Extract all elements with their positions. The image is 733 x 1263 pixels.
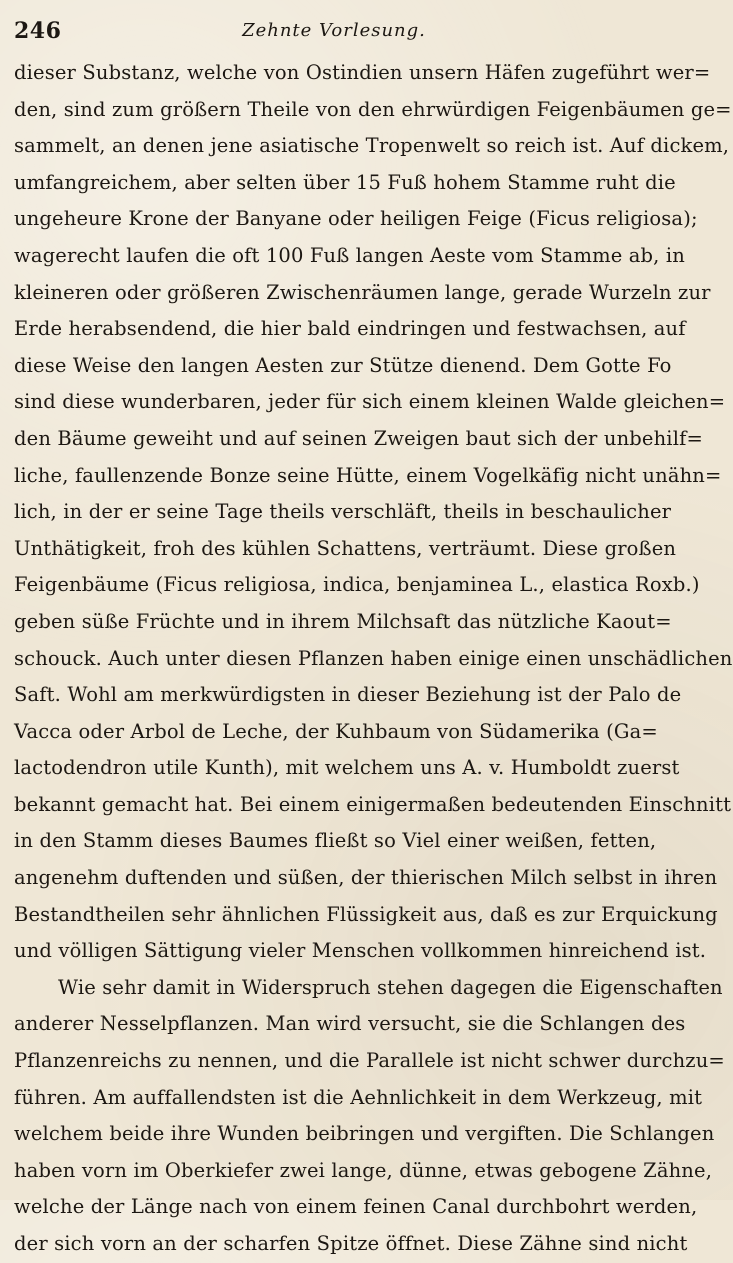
text-line: Feigenbäume (Ficus religiosa, indica, benjaminea L., elastica Roxb.) [14,573,700,597]
text-line: ungeheure Krone der Banyane oder heiligen Feige (Ficus religiosa); [14,207,698,231]
text-line: Saft. Wohl am merkwürdigsten in dieser Beziehung ist der Palo de [14,683,682,707]
running-title: Zehnte Vorlesung. [242,20,426,41]
text-line: lich, in der er seine Tage theils verschläft, theils in beschaulicher [14,500,672,524]
text-line: führen. Am auffallendsten ist die Aehnlichkeit in dem Werkzeug, mit [14,1085,703,1109]
text-line: Unthätigkeit, froh des kühlen Schattens, verträumt. Diese großen [14,536,677,560]
text-line: schouck. Auch unter diesen Pflanzen haben einige einen unschädlichen [14,646,733,670]
text-line: sammelt, an denen jene asiatische Tropenwelt so reich ist. Auf dickem, [14,134,730,158]
page-number: 246 [14,18,62,44]
text-line: Bestandtheilen sehr ähnlichen Flüssigkeit aus, daß es zur Erquickung [14,902,718,926]
text-line: welche der Länge nach von einem feinen Canal durchbohrt werden, [14,1195,698,1219]
text-line: umfangreichem, aber selten über 15 Fuß hohem Stamme ruht die [14,170,676,194]
text-line: Vacca oder Arbol de Leche, der Kuhbaum von Südamerika (Ga= [14,719,658,743]
text-line: wagerecht laufen die oft 100 Fuß langen Aeste vom Stamme ab, in [14,243,685,267]
text-line: kleineren oder größeren Zwischenräumen lange, gerade Wurzeln zur [14,280,711,304]
body-text [14,55,733,1263]
text-line: Erde herabsendend, die hier bald eindringen und festwachsen, auf [14,317,686,341]
text-line: lactodendron utile Kunth), mit welchem uns A. v. Humboldt zuerst [14,756,680,780]
text-line: diese Weise den langen Aesten zur Stütze dienend. Dem Gotte Fo [14,353,672,377]
text-line: den Bäume geweiht und auf seinen Zweigen baut sich der unbehilf= [14,426,703,450]
text-line: der sich vorn an der scharfen Spitze öffnet. Diese Zähne sind nicht [14,1232,688,1255]
text-line: welchem beide ihre Wunden beibringen und vergiften. Die Schlangen [14,1122,715,1146]
text-line: haben vorn im Oberkiefer zwei lange, dünne, etwas gebogene Zähne, [14,1158,713,1182]
text-line: liche, faullenzende Bonze seine Hütte, einem Vogelkäfig nicht unähn= [14,463,722,487]
text-line: bekannt gemacht hat. Bei einem einigermaßen bedeutenden Einschnitt [14,792,732,816]
text-line: den, sind zum größern Theile von den ehrwürdigen Feigenbäumen ge= [14,97,732,121]
text-line: sind diese wunderbaren, jeder für sich einem kleinen Walde gleichen= [14,390,726,414]
running-head [14,12,654,46]
text-line: geben süße Früchte und in ihrem Milchsaft das nützliche Kaout= [14,609,672,633]
text-line: Pflanzenreichs zu nennen, und die Parallele ist nicht schwer durchzu= [14,1049,725,1073]
text-line: anderer Nesselpflanzen. Man wird versucht, sie die Schlangen des [14,1012,686,1036]
text-line: in den Stamm dieses Baumes fließt so Viel einer weißen, fetten, [14,829,657,853]
paragraph-end-line: und völligen Sättigung vieler Menschen vollkommen hinreichend ist. [14,939,707,963]
text-line: angenehm duftenden und süßen, der thierischen Milch selbst in ihren [14,866,718,890]
text-line: dieser Substanz, welche von Ostindien unsern Häfen zugeführt wer= [14,61,711,84]
paragraph-start-line: Wie sehr damit in Widerspruch stehen dagegen die Eigenschaften [58,975,723,999]
